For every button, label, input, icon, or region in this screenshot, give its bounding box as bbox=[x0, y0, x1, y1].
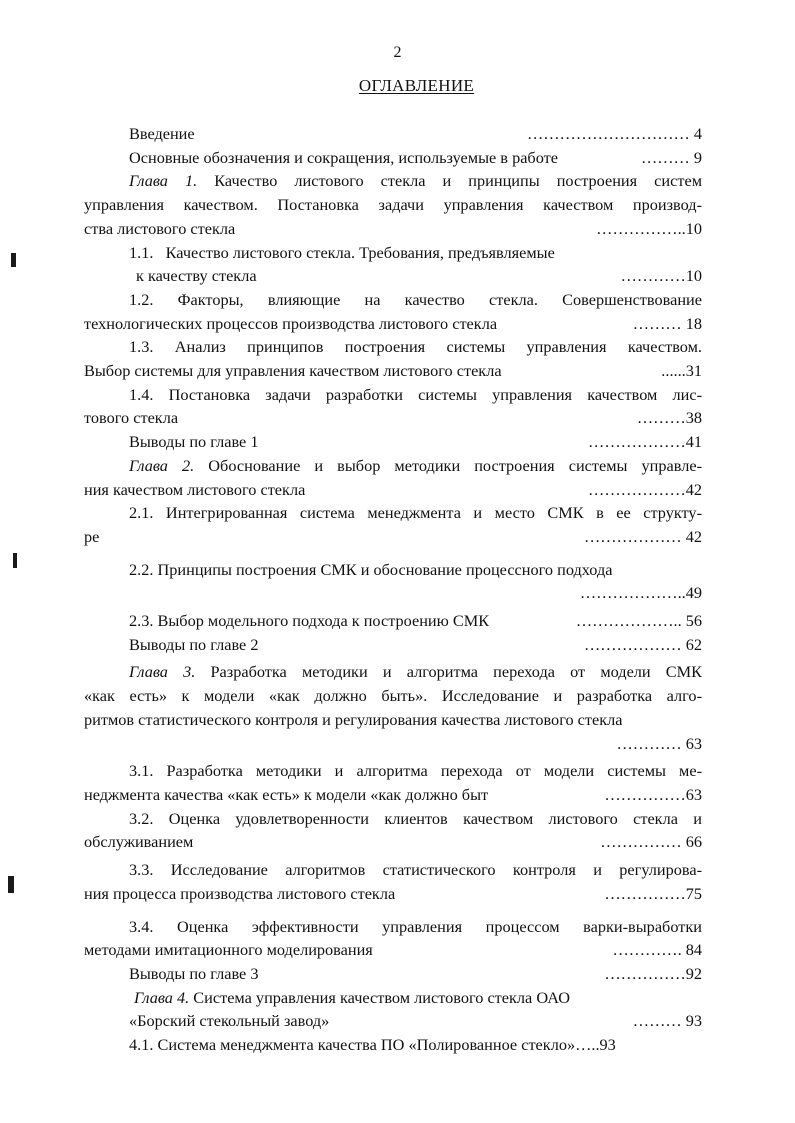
toc-page-leader: ……………92 bbox=[604, 963, 702, 983]
toc-entry-section-3-3[interactable] bbox=[84, 858, 702, 905]
toc-entry-line: ритмов статистического контроля и регулирования качества листового стекла bbox=[84, 709, 623, 729]
toc-entry-line: «Борский стекольный завод» bbox=[129, 1011, 330, 1031]
toc-entry-section-1-2[interactable] bbox=[84, 288, 702, 335]
toc-entry-label: 4.1. Система менеджмента качества ПО «Полированное стекло»…..93 bbox=[129, 1035, 616, 1055]
toc-entry-section-4-1[interactable] bbox=[84, 1033, 702, 1057]
page-number: 2 bbox=[393, 44, 402, 61]
toc-entry-section-3-2[interactable] bbox=[84, 807, 702, 854]
toc-entry-conclusions-3[interactable] bbox=[84, 962, 702, 986]
toc-entry-section-3-4[interactable] bbox=[84, 915, 702, 962]
toc-entry-section-2-2[interactable] bbox=[84, 558, 702, 605]
toc-page-leader: ………38 bbox=[636, 408, 702, 428]
toc-entry-label: Введение bbox=[129, 124, 195, 143]
toc-entry-line: Система управления качеством листового стекла ОАО bbox=[193, 987, 570, 1007]
chapter-tag: Глава 4. bbox=[134, 987, 190, 1007]
toc-entry-label: 2.3. Выбор модельного подхода к построению СМК bbox=[129, 611, 490, 631]
toc-page-leader: ……………….. 56 bbox=[575, 611, 702, 631]
toc-entry-chapter-1[interactable] bbox=[84, 169, 702, 240]
scan-mark bbox=[11, 253, 16, 267]
page-title: ОГЛАВЛЕНИЕ bbox=[358, 76, 475, 95]
toc-page-leader: ……… 9 bbox=[640, 147, 702, 167]
toc-entry-line: ния процесса производства листового стекла bbox=[84, 883, 396, 903]
toc-page-leader: …………. 84 bbox=[612, 940, 702, 960]
toc-entry-line: к качеству стекла bbox=[136, 266, 257, 286]
toc-page-leader: ……………..10 bbox=[596, 218, 702, 238]
toc-entry-section-1-3[interactable] bbox=[84, 335, 702, 382]
toc-entry-section-2-3[interactable] bbox=[84, 609, 702, 633]
toc-page-leader: ………… 63 bbox=[616, 733, 702, 753]
toc-page-leader: ………………42 bbox=[588, 479, 702, 499]
toc-entry-line: 2.2. Принципы построения СМК и обоснование процессного подхода bbox=[129, 559, 613, 579]
toc-entry-line: 3.4. Оценка эффективности управления процессом варки-выработки bbox=[129, 916, 702, 936]
toc-entry-line: ре bbox=[84, 526, 100, 546]
toc-entry-chapter-2[interactable] bbox=[84, 454, 702, 501]
chapter-tag: Глава 1. bbox=[129, 171, 198, 191]
toc-page-leader: …………10 bbox=[620, 266, 702, 286]
toc-entry-conclusions-1[interactable] bbox=[84, 430, 702, 454]
toc-entry-line: технологических процессов производства листового стекла bbox=[84, 313, 498, 333]
toc-page-leader: ………………………… 4 bbox=[526, 124, 702, 143]
toc-entry-conclusions-2[interactable] bbox=[84, 633, 702, 657]
toc-entry-chapter-3[interactable] bbox=[84, 660, 702, 755]
scan-mark bbox=[8, 876, 14, 893]
toc-entry-line: 1.3. Анализ принципов построения системы управления качеством. bbox=[129, 337, 702, 357]
toc-entry-line: 3.1. Разработка методики и алгоритма перехода от модели системы ме- bbox=[129, 761, 702, 781]
toc-page-leader: ......31 bbox=[661, 361, 702, 381]
toc-entry-line: управления качеством. Постановка задачи управления качеством производ- bbox=[84, 195, 702, 215]
toc-entry-label: Выводы по главе 2 bbox=[129, 634, 259, 654]
chapter-tag: Глава 3. bbox=[129, 662, 196, 682]
chapter-tag: Глава 2. bbox=[129, 455, 195, 475]
toc-entry-line: ния качеством листового стекла bbox=[84, 479, 306, 499]
toc-page-leader: ……………… 62 bbox=[583, 634, 702, 654]
toc-entry-line: Качество листового стекла и принципы построения систем bbox=[214, 171, 702, 191]
toc-entry-label: Выводы по главе 1 bbox=[129, 432, 259, 452]
toc-entry-line: 1.2. Факторы, влияющие на качество стекла. Совершенствование bbox=[129, 289, 702, 309]
toc-entry-label: Выводы по главе 3 bbox=[129, 963, 259, 983]
toc-entry-line: Обоснование и выбор методики построения системы управле- bbox=[208, 455, 702, 475]
toc-entry-section-3-1[interactable] bbox=[84, 759, 702, 806]
toc-entry-chapter-4[interactable] bbox=[84, 986, 702, 1033]
toc-page-leader: ……… 18 bbox=[632, 313, 702, 333]
toc-entry-section-1-1[interactable] bbox=[84, 241, 702, 288]
scan-mark bbox=[13, 553, 17, 568]
toc-entry-line: неджмента качества «как есть» к модели «как должно быт bbox=[84, 784, 489, 804]
toc-page-leader: ………………41 bbox=[588, 432, 702, 452]
section-number: 1.1. bbox=[129, 242, 154, 262]
toc-entry-label: Основные обозначения и сокращения, используемые в работе bbox=[129, 147, 558, 167]
toc-entry-line: обслуживанием bbox=[84, 832, 194, 852]
toc-entry-section-1-4[interactable] bbox=[84, 383, 702, 430]
toc-page-leader: ……… 93 bbox=[632, 1011, 702, 1031]
toc-entry-intro[interactable] bbox=[84, 122, 702, 146]
toc-entry-line: 1.4. Постановка задачи разработки системы управления качеством лис- bbox=[129, 384, 702, 404]
toc-page-leader: ……………63 bbox=[604, 784, 702, 804]
toc-entry-line: тового стекла bbox=[84, 408, 179, 428]
toc-entry-line: Выбор системы для управления качеством листового стекла bbox=[84, 361, 502, 381]
toc-page-leader: ……………75 bbox=[604, 883, 702, 903]
table-of-contents bbox=[84, 122, 702, 1057]
toc-entry-line: 3.3. Исследование алгоритмов статистического контроля и регулирова- bbox=[129, 860, 702, 880]
toc-page-leader: ……………… 42 bbox=[583, 526, 702, 546]
toc-page-leader: ………………..49 bbox=[579, 583, 702, 603]
toc-entry-line: 3.2. Оценка удовлетворенности клиентов качеством листового стекла и bbox=[129, 808, 702, 828]
toc-entry-line: ства листового стекла bbox=[84, 218, 236, 238]
toc-entry-line: методами имитационного моделирования bbox=[84, 940, 373, 960]
toc-entry-section-2-1[interactable] bbox=[84, 501, 702, 548]
toc-entry-line: Качество листового стекла. Требования, предъявляемые bbox=[165, 242, 555, 262]
toc-entry-line: 2.1. Интегрированная система менеджмента и место СМК в ее структу- bbox=[129, 503, 702, 523]
toc-entry-line: «как есть» к модели «как должно быть». Исследование и разработка алго- bbox=[84, 686, 702, 706]
toc-page-leader: …………… 66 bbox=[600, 832, 702, 852]
toc-entry-abbreviations[interactable] bbox=[84, 146, 702, 170]
toc-entry-line: Разработка методики и алгоритма перехода от модели СМК bbox=[210, 662, 702, 682]
